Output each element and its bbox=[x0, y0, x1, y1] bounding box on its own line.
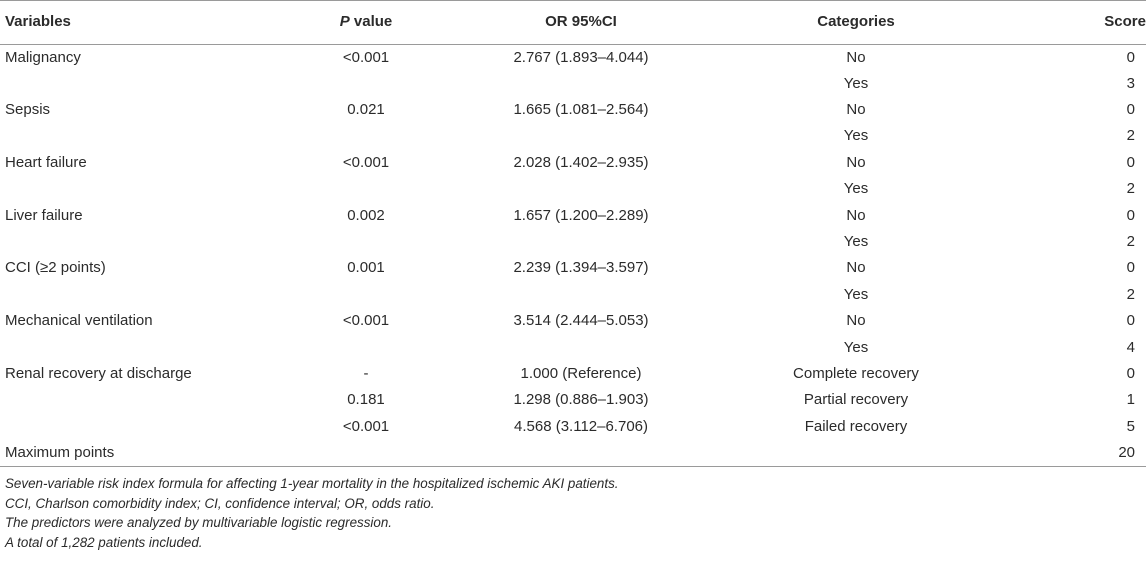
cell-p-value: 0.002 bbox=[347, 206, 385, 224]
cell-category: Partial recovery bbox=[803, 391, 909, 409]
cell-variable: Renal recovery at discharge bbox=[5, 364, 192, 382]
table-footnotes bbox=[0, 474, 1146, 552]
header-variables: Variables bbox=[0, 0, 281, 44]
cell-p-value bbox=[281, 176, 451, 202]
cell-p-value: 0.181 bbox=[347, 391, 385, 409]
cell-or-ci bbox=[451, 176, 711, 202]
cell-p-value: <0.001 bbox=[342, 312, 390, 330]
cell-category: No bbox=[846, 48, 866, 66]
cell-score: 0 bbox=[1126, 48, 1135, 66]
table-row bbox=[0, 71, 1146, 97]
cell-variable: Heart failure bbox=[5, 153, 87, 171]
cell-category: No bbox=[846, 312, 866, 330]
cell-or-ci bbox=[451, 123, 711, 149]
cell-score: 2 bbox=[1126, 127, 1135, 145]
cell-p-value: <0.001 bbox=[342, 48, 390, 66]
table-row bbox=[0, 414, 1146, 440]
cell-or-ci: 3.514 (2.444–5.053) bbox=[513, 312, 649, 330]
cell-score: 0 bbox=[1126, 153, 1135, 171]
cell-or-ci bbox=[451, 282, 711, 308]
cell-or-ci: 4.568 (3.112–6.706) bbox=[514, 417, 648, 435]
cell-variable bbox=[0, 176, 281, 202]
table-row bbox=[0, 282, 1146, 308]
table-row bbox=[0, 123, 1146, 149]
table-row bbox=[0, 387, 1146, 413]
table-row bbox=[0, 334, 1146, 360]
cell-score: 1 bbox=[1126, 391, 1135, 409]
cell-p-value: <0.001 bbox=[342, 153, 390, 171]
header-p-value bbox=[281, 0, 451, 44]
cell-or-ci bbox=[451, 71, 711, 97]
cell-or-ci: 1.657 (1.200–2.289) bbox=[513, 206, 649, 224]
table-row bbox=[0, 97, 1146, 123]
cell-variable: CCI (≥2 points) bbox=[5, 259, 106, 277]
cell-variable: Liver failure bbox=[5, 206, 83, 224]
table-row bbox=[0, 176, 1146, 202]
cell-or-ci: 2.239 (1.394–3.597) bbox=[513, 259, 649, 277]
cell-or-ci: 2.767 (1.893–4.044) bbox=[513, 48, 649, 66]
table-row bbox=[0, 229, 1146, 255]
cell-p-value bbox=[281, 282, 451, 308]
table-header bbox=[0, 0, 1146, 44]
cell-category: No bbox=[846, 153, 866, 171]
cell-score: 2 bbox=[1126, 233, 1135, 251]
cell-variable bbox=[0, 71, 281, 97]
table-row bbox=[0, 44, 1146, 71]
cell-score: 5 bbox=[1126, 417, 1135, 435]
footnote: Seven-variable risk index formula for affecting 1-year mortality in the hospitalized ischemic AKI patients. bbox=[5, 475, 619, 491]
cell-category: Complete recovery bbox=[793, 364, 919, 382]
footnote: A total of 1,282 patients included. bbox=[5, 534, 203, 550]
table-row bbox=[0, 202, 1146, 228]
cell-category: Yes bbox=[843, 180, 869, 198]
cell-p-value: 0.001 bbox=[347, 259, 385, 277]
cell-score: 3 bbox=[1126, 74, 1135, 92]
cell-score: 4 bbox=[1126, 338, 1135, 356]
cell-p-value: - bbox=[363, 364, 369, 382]
cell-score: 2 bbox=[1126, 180, 1135, 198]
cell-category: No bbox=[846, 259, 866, 277]
cell-or-ci bbox=[451, 229, 711, 255]
cell-p-value bbox=[281, 334, 451, 360]
cell-category bbox=[711, 440, 1001, 467]
cell-p-value: <0.001 bbox=[342, 417, 390, 435]
header-p-italic: P bbox=[339, 13, 350, 31]
table-row bbox=[0, 255, 1146, 281]
cell-score: 0 bbox=[1126, 312, 1135, 330]
cell-variable: Maximum points bbox=[0, 440, 281, 467]
cell-p-value bbox=[281, 229, 451, 255]
cell-or-ci: 1.665 (1.081–2.564) bbox=[513, 101, 649, 119]
cell-score: 0 bbox=[1126, 101, 1135, 119]
table-row bbox=[0, 308, 1146, 334]
header-or-ci: OR 95%CI bbox=[451, 0, 711, 44]
cell-or-ci bbox=[451, 440, 711, 467]
cell-p-value bbox=[281, 123, 451, 149]
cell-category: Yes bbox=[843, 285, 869, 303]
table-row bbox=[0, 440, 1146, 467]
cell-variable: Malignancy bbox=[5, 48, 81, 66]
header-p-value-rest: value bbox=[349, 13, 393, 31]
cell-score: 0 bbox=[1126, 206, 1135, 224]
cell-variable bbox=[0, 282, 281, 308]
cell-variable bbox=[0, 229, 281, 255]
cell-variable bbox=[0, 123, 281, 149]
cell-variable bbox=[0, 387, 281, 413]
footnote: CCI, Charlson comorbidity index; CI, confidence interval; OR, odds ratio. bbox=[5, 495, 435, 511]
cell-p-value bbox=[281, 71, 451, 97]
cell-or-ci bbox=[451, 334, 711, 360]
footnote: The predictors were analyzed by multivariable logistic regression. bbox=[5, 515, 393, 531]
header-row bbox=[0, 0, 1146, 44]
cell-or-ci: 1.298 (0.886–1.903) bbox=[513, 391, 649, 409]
cell-or-ci: 1.000 (Reference) bbox=[520, 364, 642, 382]
table-row bbox=[0, 361, 1146, 387]
cell-variable: Sepsis bbox=[5, 101, 51, 119]
cell-variable bbox=[0, 414, 281, 440]
header-categories: Categories bbox=[711, 0, 1001, 44]
cell-score: 20 bbox=[1001, 440, 1146, 467]
cell-category: Yes bbox=[843, 74, 869, 92]
cell-p-value: 0.021 bbox=[347, 101, 385, 119]
cell-score: 0 bbox=[1126, 364, 1135, 382]
cell-category: No bbox=[846, 206, 866, 224]
cell-p-value bbox=[281, 440, 451, 467]
table-row bbox=[0, 150, 1146, 176]
cell-category: Yes bbox=[843, 233, 869, 251]
table-top-rule bbox=[0, 0, 1146, 1]
cell-category: No bbox=[846, 101, 866, 119]
cell-category: Yes bbox=[843, 127, 869, 145]
header-score: Score bbox=[1001, 0, 1146, 44]
table-body bbox=[0, 44, 1146, 466]
cell-category: Yes bbox=[843, 338, 869, 356]
cell-variable bbox=[0, 334, 281, 360]
cell-category: Failed recovery bbox=[804, 417, 908, 435]
cell-score: 0 bbox=[1126, 259, 1135, 277]
cell-score: 2 bbox=[1126, 285, 1135, 303]
cell-variable: Mechanical ventilation bbox=[5, 312, 153, 330]
cell-or-ci: 2.028 (1.402–2.935) bbox=[513, 153, 649, 171]
